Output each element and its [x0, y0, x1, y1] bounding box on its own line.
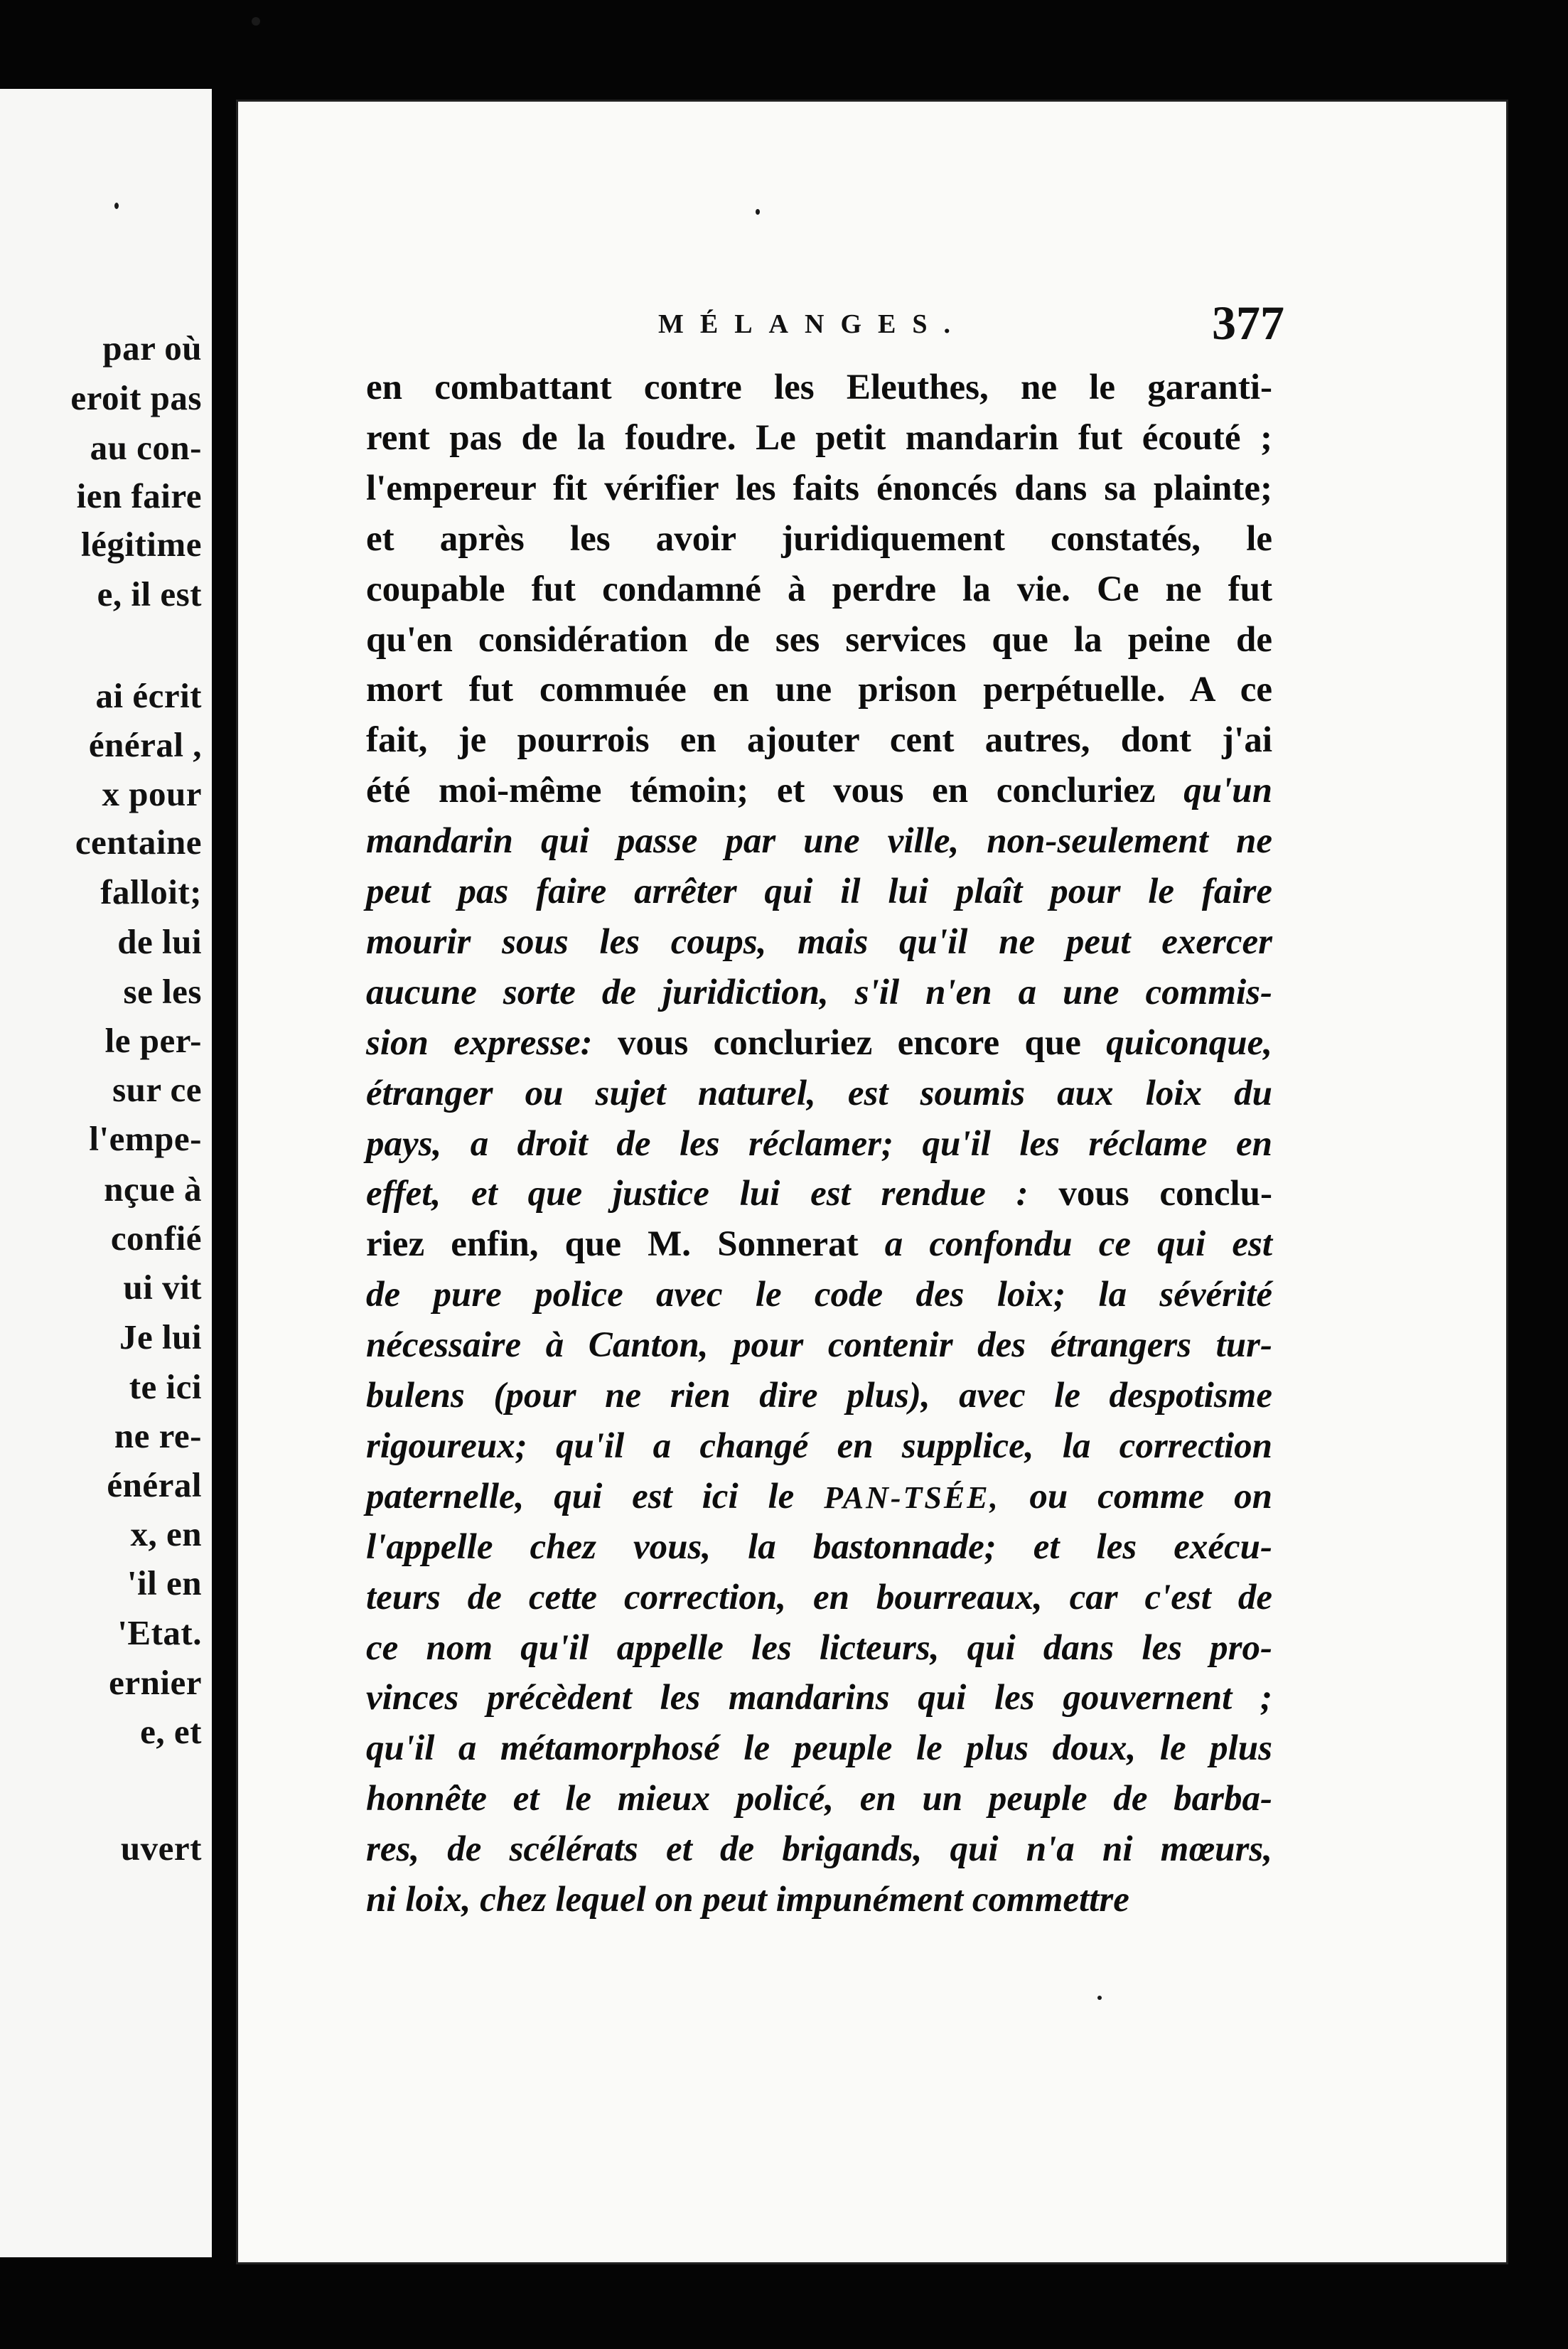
- left-page-line: sur ce: [112, 1070, 202, 1109]
- left-page-line: se les: [123, 972, 202, 1011]
- body-line: [366, 1320, 1272, 1371]
- body-line: [366, 514, 1272, 564]
- italic-run: ou comme on: [999, 1477, 1272, 1516]
- italic-run: étranger ou sujet naturel, est soumis aux loix du: [366, 1074, 1272, 1113]
- body-line: [366, 615, 1272, 665]
- body-line: [366, 1774, 1272, 1824]
- left-page-line: eroit pas: [70, 378, 202, 417]
- italic-run: vinces précèdent les mandarins qui les gouvernent ;: [366, 1678, 1272, 1718]
- italic-run: nécessaire à Canton, pour contenir des étrangers tur-: [366, 1325, 1272, 1365]
- left-page-line: te ici: [129, 1367, 202, 1406]
- dust-speck: [1097, 1996, 1102, 2000]
- body-line: [366, 1472, 1272, 1522]
- roman-run: été moi-même témoin; et vous en concluriez: [366, 771, 1184, 810]
- left-page-line: de lui: [117, 922, 202, 961]
- page-number: 377: [1212, 296, 1284, 350]
- roman-run: l'empereur fit vérifier les faits énoncés dans sa plainte;: [366, 469, 1272, 508]
- left-page-line: ui vit: [123, 1268, 202, 1307]
- body-line: [366, 766, 1272, 816]
- body-line: [366, 1522, 1272, 1573]
- italic-run: sion expresse:: [366, 1023, 593, 1063]
- italic-run: mandarin qui passe par une ville, non-seulement ne: [366, 821, 1272, 861]
- roman-run: qu'en considération de ses services que la peine de: [366, 620, 1272, 660]
- italic-run: quiconque,: [1106, 1023, 1272, 1063]
- left-page-line: 'Etat.: [117, 1613, 202, 1652]
- body-line: [366, 1018, 1272, 1069]
- body-line: [366, 1824, 1272, 1875]
- left-page-line: x pour: [102, 774, 202, 813]
- body-line: [366, 464, 1272, 514]
- italic-run: l'appelle chez vous, la bastonnade; et les exécu-: [366, 1527, 1272, 1567]
- roman-run: en combattant contre les Eleuthes, ne le garanti-: [366, 368, 1272, 407]
- body-line: [366, 1270, 1272, 1320]
- italic-run: mourir sous les coups, mais qu'il ne peut exercer: [366, 922, 1272, 962]
- roman-run: rent pas de la foudre. Le petit mandarin fut écouté ;: [366, 418, 1272, 458]
- left-page-line: énéral ,: [88, 725, 202, 764]
- body-line: [366, 867, 1272, 917]
- left-page-line: énéral: [107, 1465, 202, 1504]
- left-page-line: uvert: [120, 1829, 202, 1868]
- italic-run: pays, a droit de les réclamer; qu'il les réclame en: [366, 1124, 1272, 1164]
- left-page-line: nçue à: [104, 1170, 202, 1209]
- left-page-line: 'il en: [127, 1563, 202, 1602]
- italic-run: de pure police avec le code des loix; la sévérité: [366, 1275, 1272, 1315]
- left-page-line: ai écrit: [95, 676, 202, 715]
- left-page-line: confié: [110, 1219, 202, 1258]
- body-line: [366, 413, 1272, 464]
- italic-run: qu'il a métamorphosé le peuple le plus doux, le plus: [366, 1728, 1272, 1768]
- left-page-line: ne re-: [114, 1416, 202, 1455]
- running-head-title: MÉLANGES.: [658, 309, 967, 339]
- body-line: [366, 665, 1272, 715]
- roman-run: fait, je pourrois en ajouter cent autres, dont j'ai: [366, 720, 1272, 760]
- left-page-line: ien faire: [76, 476, 202, 515]
- italic-run: ni loix, chez lequel on peut impunément commettre: [366, 1880, 1129, 1920]
- roman-run: mort fut commuée en une prison perpétuelle. A ce: [366, 670, 1272, 710]
- dust-speck: [252, 17, 260, 26]
- italic-run: qu'un: [1183, 771, 1272, 810]
- italic-run: res, de scélérats et de brigands, qui n'a ni mœurs,: [366, 1829, 1272, 1869]
- body-line: [366, 1219, 1272, 1270]
- left-page-line: e, et: [140, 1712, 202, 1751]
- left-page-line: e, il est: [97, 574, 202, 614]
- body-line: [366, 1119, 1272, 1170]
- left-page-line: légitime: [81, 525, 202, 564]
- left-page-line: l'empe-: [89, 1119, 202, 1158]
- italic-run: a confondu ce qui est: [884, 1224, 1272, 1264]
- body-line: [366, 968, 1272, 1018]
- body-line: [366, 363, 1272, 413]
- left-page-line: au con-: [90, 428, 202, 467]
- roman-run: riez enfin, que M. Sonnerat: [366, 1224, 885, 1264]
- roman-run: vous conclu-: [1028, 1174, 1272, 1214]
- body-line: [366, 1623, 1272, 1674]
- body-line: [366, 917, 1272, 968]
- italic-run: effet, et que justice lui est rendue :: [366, 1174, 1029, 1214]
- roman-run: vous concluriez encore que: [592, 1023, 1107, 1063]
- roman-run: coupable fut condamné à perdre la vie. Ce ne fut: [366, 569, 1272, 609]
- left-page-line: le per-: [104, 1021, 202, 1060]
- left-page-line: Je lui: [119, 1317, 202, 1357]
- italic-run: honnête et le mieux policé, en un peuple de barba-: [366, 1779, 1272, 1819]
- body-line: [366, 1421, 1272, 1472]
- dust-speck: [756, 209, 760, 215]
- body-line: [366, 816, 1272, 867]
- body-line: [366, 1723, 1272, 1774]
- italic-run: aucune sorte de juridiction, s'il n'en a une commis-: [366, 973, 1272, 1012]
- left-page-line: falloit;: [100, 872, 202, 911]
- left-page-line: x, en: [130, 1514, 202, 1553]
- italic-run: paternelle, qui est ici le: [366, 1477, 825, 1516]
- left-page-line: ernier: [109, 1663, 202, 1702]
- small-caps-term: PAN-TSÉE,: [824, 1480, 1000, 1515]
- body-line: [366, 1371, 1272, 1421]
- body-line: [366, 1875, 1272, 1925]
- italic-run: peut pas faire arrêter qui il lui plaît pour le faire: [366, 872, 1272, 911]
- dust-speck: [114, 203, 119, 209]
- italic-run: rigoureux; qu'il a changé en supplice, la correction: [366, 1426, 1272, 1466]
- italic-run: teurs de cette correction, en bourreaux, car c'est de: [366, 1578, 1272, 1617]
- body-line: [366, 715, 1272, 766]
- body-line: [366, 1169, 1272, 1219]
- italic-run: ce nom qu'il appelle les licteurs, qui dans les pro-: [366, 1628, 1272, 1668]
- body-line: [366, 1673, 1272, 1723]
- left-page-line: centaine: [75, 823, 202, 862]
- body-line: [366, 564, 1272, 615]
- left-page-line: par où: [102, 328, 202, 368]
- roman-run: et après les avoir juridiquement constatés, le: [366, 519, 1272, 559]
- italic-run: bulens (pour ne rien dire plus), avec le despotisme: [366, 1376, 1272, 1416]
- body-line: [366, 1069, 1272, 1119]
- body-line: [366, 1573, 1272, 1623]
